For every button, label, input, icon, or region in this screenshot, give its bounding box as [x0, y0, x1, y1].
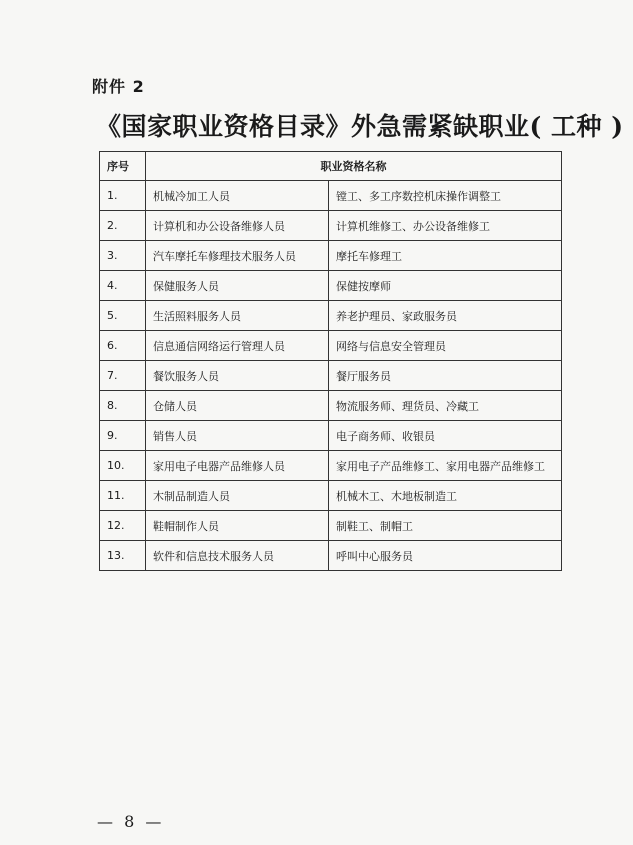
cell-occupations: 网络与信息安全管理员: [329, 331, 562, 361]
table-row: [100, 181, 562, 211]
cell-index: 3.: [100, 241, 146, 271]
cell-index: 10.: [100, 451, 146, 481]
table-row: [100, 301, 562, 331]
cell-category: 汽车摩托车修理技术服务人员: [146, 241, 329, 271]
header-occupation-name: 职业资格名称: [146, 152, 562, 181]
cell-index: 6.: [100, 331, 146, 361]
cell-category: 木制品制造人员: [146, 481, 329, 511]
table-row: [100, 391, 562, 421]
cell-category: 软件和信息技术服务人员: [146, 541, 329, 571]
cell-occupations: 呼叫中心服务员: [329, 541, 562, 571]
cell-occupations: 家用电子产品维修工、家用电器产品维修工: [329, 451, 562, 481]
cell-index: 12.: [100, 511, 146, 541]
cell-occupations: 机械木工、木地板制造工: [329, 481, 562, 511]
cell-index: 5.: [100, 301, 146, 331]
table-row: [100, 211, 562, 241]
cell-category: 鞋帽制作人员: [146, 511, 329, 541]
table-row: [100, 241, 562, 271]
cell-index: 8.: [100, 391, 146, 421]
table-row: [100, 481, 562, 511]
occupation-table: [99, 151, 562, 571]
cell-index: 7.: [100, 361, 146, 391]
cell-index: 2.: [100, 211, 146, 241]
table-row: [100, 451, 562, 481]
header-index: 序号: [100, 152, 146, 181]
table-row: [100, 271, 562, 301]
cell-occupations: 摩托车修理工: [329, 241, 562, 271]
cell-category: 计算机和办公设备维修人员: [146, 211, 329, 241]
cell-occupations: 镗工、多工序数控机床操作调整工: [329, 181, 562, 211]
cell-index: 9.: [100, 421, 146, 451]
cell-category: 信息通信网络运行管理人员: [146, 331, 329, 361]
cell-category: 家用电子电器产品维修人员: [146, 451, 329, 481]
document-title: 《国家职业资格目录》外急需紧缺职业( 工种 ): [96, 112, 624, 141]
table-header-row: [100, 152, 562, 181]
cell-occupations: 电子商务师、收银员: [329, 421, 562, 451]
table-row: [100, 421, 562, 451]
cell-index: 1.: [100, 181, 146, 211]
cell-occupations: 保健按摩师: [329, 271, 562, 301]
cell-index: 4.: [100, 271, 146, 301]
page-number: — 8 —: [97, 812, 165, 831]
table-row: [100, 541, 562, 571]
cell-category: 餐饮服务人员: [146, 361, 329, 391]
cell-occupations: 物流服务师、理货员、冷藏工: [329, 391, 562, 421]
cell-category: 机械冷加工人员: [146, 181, 329, 211]
attachment-label: 附件 2: [92, 77, 145, 96]
cell-category: 生活照料服务人员: [146, 301, 329, 331]
cell-index: 13.: [100, 541, 146, 571]
cell-category: 销售人员: [146, 421, 329, 451]
table-body: [100, 181, 562, 571]
cell-occupations: 餐厅服务员: [329, 361, 562, 391]
table-row: [100, 511, 562, 541]
cell-occupations: 制鞋工、制帽工: [329, 511, 562, 541]
cell-category: 仓储人员: [146, 391, 329, 421]
cell-index: 11.: [100, 481, 146, 511]
cell-category: 保健服务人员: [146, 271, 329, 301]
table-row: [100, 331, 562, 361]
cell-occupations: 计算机维修工、办公设备维修工: [329, 211, 562, 241]
table-row: [100, 361, 562, 391]
cell-occupations: 养老护理员、家政服务员: [329, 301, 562, 331]
